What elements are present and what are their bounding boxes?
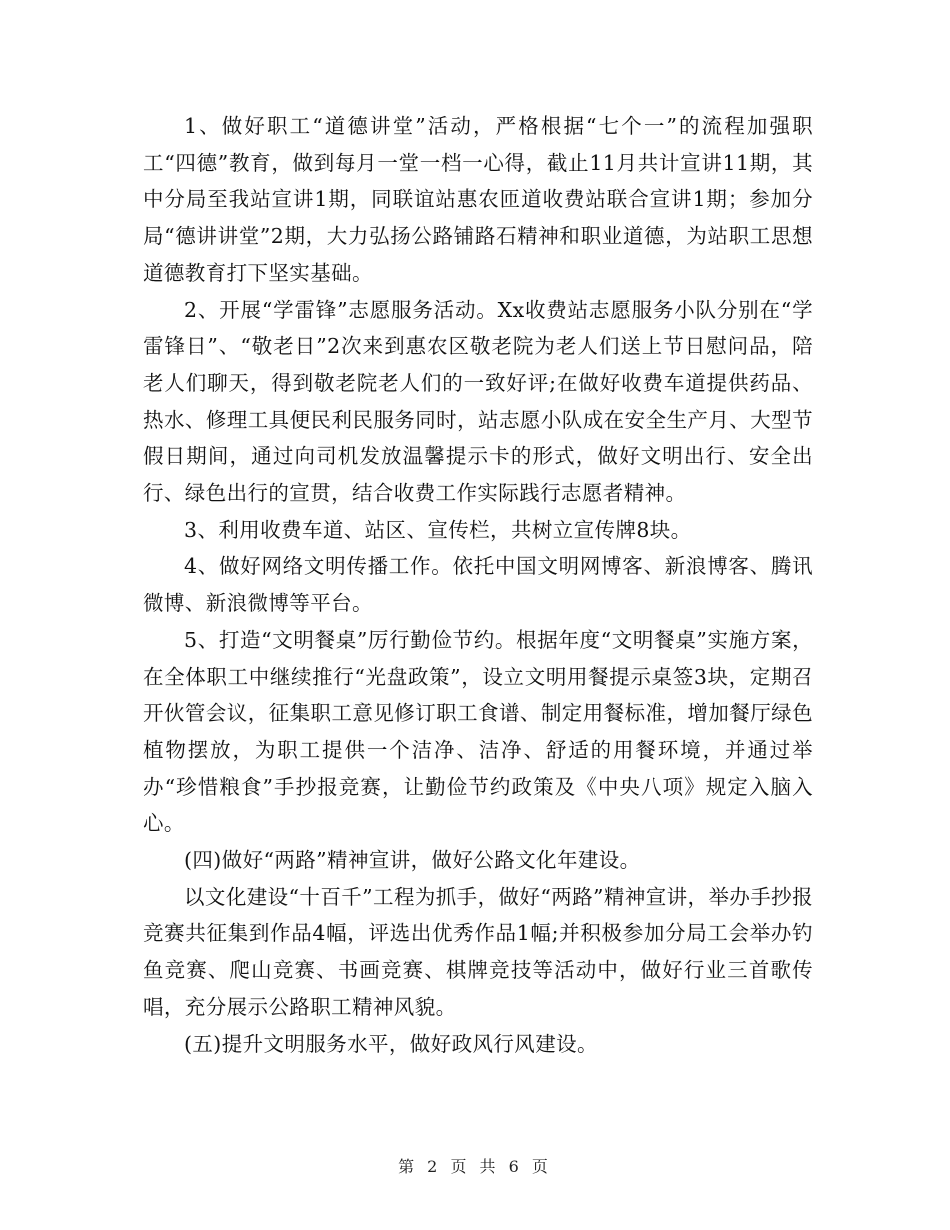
- paragraph-network-civilization: 4、做好网络文明传播工作。依托中国文明网博客、新浪博客、腾讯微博、新浪微博等平台。: [143, 554, 813, 616]
- document-body: [143, 108, 813, 1062]
- paragraph-moral-lecture: 1、做好职工“道德讲堂”活动，严格根据“七个一”的流程加强职工“四德”教育，做到每月一堂一档一心得，截止11月共计宣讲11期，其中分局至我站宣讲1期，同联谊站惠农匝道收费站联合宣讲1期；参加分局“德讲讲堂”2期，大力弘扬公路铺路石精神和职业道德，为站职工思想道德教育打下坚实基础。: [143, 114, 813, 285]
- section-heading-five: (五)提升文明服务水平，做好政风行风建设。: [184, 1031, 598, 1056]
- paragraph-culture-construction: 以文化建设“十百千”工程为抓手，做好“两路”精神宣讲，举办手抄报竞赛共征集到作品4幅，评选出优秀作品1幅;并积极参加分局工会举办钓鱼竞赛、爬山竞赛、书画竞赛、棋牌竞技等活动中，做好行业三首歌传唱，充分展示公路职工精神风貌。: [143, 884, 813, 1019]
- paragraph-civilized-dining: 5、打造“文明餐桌”厉行勤俭节约。根据年度“文明餐桌”实施方案，在全体职工中继续推行“光盘政策”，设立文明用餐提示桌签3块，定期召开伙管会议，征集职工意见修订职工食谱、制定用餐标准，增加餐厅绿色植物摆放，为职工提供一个洁净、洁净、舒适的用餐环境，并通过举办“珍惜粮食”手抄报竞赛，让勤俭节约政策及《中央八项》规定入脑入心。: [143, 627, 813, 836]
- section-heading-four: (四)做好“两路”精神宣讲，做好公路文化年建设。: [184, 848, 641, 873]
- page-number-footer: 第 2 页 共 6 页: [398, 1157, 552, 1176]
- paragraph-publicity-boards: 3、利用收费车道、站区、宣传栏，共树立宣传牌8块。: [184, 517, 692, 542]
- paragraph-volunteer-service: 2、开展“学雷锋”志愿服务活动。Xx收费站志愿服务小队分别在“学雷锋日”、“敬老日”2次来到惠农区敬老院为老人们送上节日慰问品，陪老人们聊天，得到敬老院老人们的一致好评;在做好收费车道提供药品、热水、修理工具便民利民服务同时，站志愿小队成在安全生产月、大型节假日期间，通过向司机发放温馨提示卡的形式，做好文明出行、安全出行、绿色出行的宣贯，结合收费工作实际践行志愿者精神。: [143, 297, 813, 506]
